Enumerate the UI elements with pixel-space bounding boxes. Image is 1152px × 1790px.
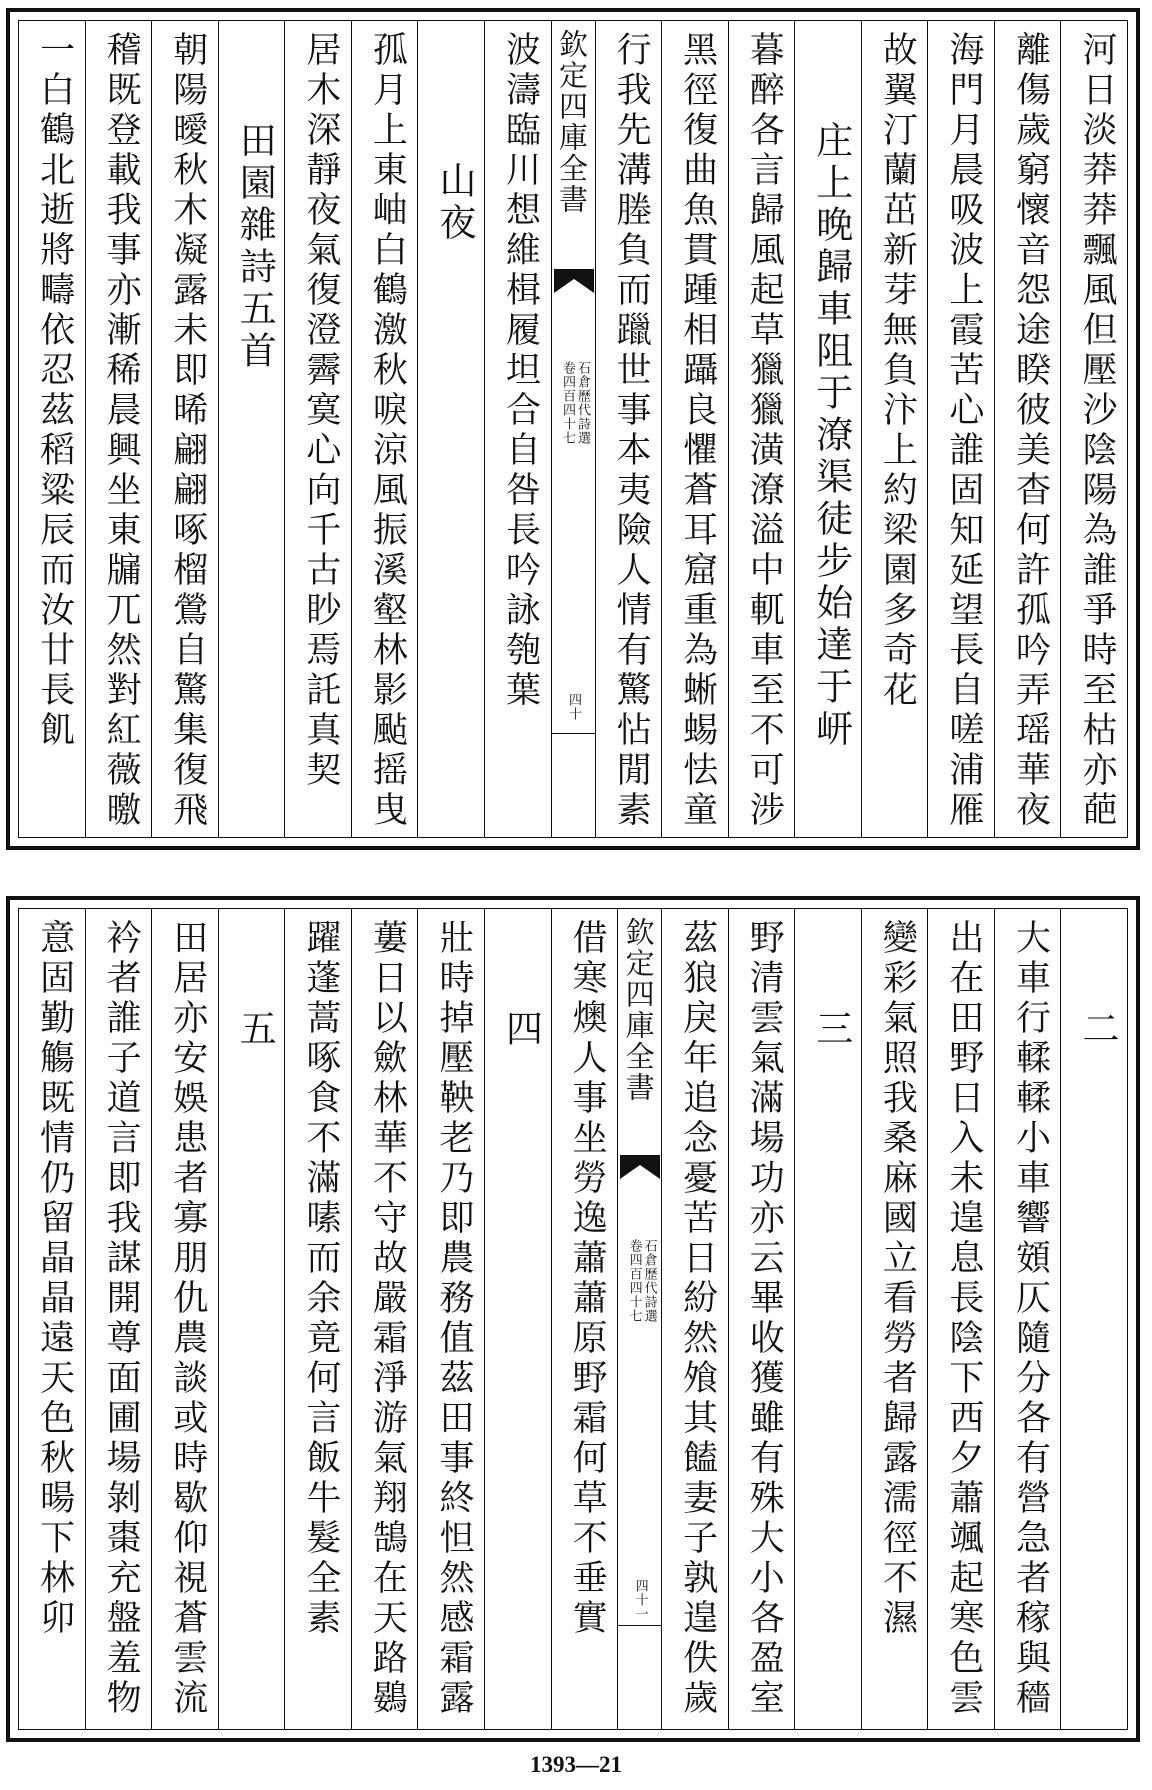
spine-collection-title: 石倉歷代詩選 — [575, 361, 590, 445]
text-column: 一白鶴北逝將疇依忍茲稻粱辰而汝廿長飢 — [34, 31, 75, 751]
fishtail-mark-icon — [620, 1155, 660, 1179]
text-column: 波濤臨川想維楫履坦合自咎長吟詠匏葉 — [484, 21, 551, 837]
text-column: 居木深靜夜氣復澄霽寞心向千古眇焉託真契 — [284, 21, 351, 837]
text-column: 茲狼戾年追念憂苦日紛然飧其饁妻子孰遑佚歲 — [661, 909, 728, 1729]
text-column: 離傷歲窮懷音怨途睽彼美杳何許孤吟弄瑶華夜 — [994, 21, 1061, 837]
bottom-page-frame — [18, 908, 1128, 1730]
text-column: 故翼汀蘭茁新芽無負汴上約梁園多奇花 — [861, 21, 928, 837]
fishtail-mark-icon — [554, 269, 594, 293]
text-column: 意固勤觴既情仍留晶晶遠天色秋暘下林卯 — [34, 919, 75, 1639]
text-column: 田居亦安娛患者寡朋仇農談或時歇仰視蒼雲流 — [151, 909, 218, 1729]
spine-title: 欽定四庫全書 — [555, 29, 589, 215]
text-column: 變彩氣照我桑麻國立看勞者歸露濡徑不濕 — [861, 909, 928, 1729]
spine-page-number: 四十一 — [632, 1579, 648, 1621]
spine-subtitle — [556, 361, 590, 445]
poem-title: 田園雜詩五首 — [218, 21, 285, 837]
text-column: 躍蓬蒿啄食不滿嗉而余竟何言飯牛髮全素 — [284, 909, 351, 1729]
page-footer-number: 1393—21 — [530, 1752, 622, 1777]
spine-page-number: 四十 — [566, 693, 581, 721]
poem-section-number: 三 — [794, 909, 861, 1729]
poem-section-number: 五 — [218, 909, 285, 1729]
page-spine — [617, 909, 661, 1729]
spine-subtitle — [623, 1239, 657, 1323]
top-page — [6, 8, 1140, 850]
poem-section-number: 四 — [484, 909, 551, 1729]
bottom-page-columns — [19, 909, 1127, 1729]
text-column: 衿者誰子道言即我謀開尊面圃場剝棗充盤羞物 — [85, 909, 152, 1729]
text-column: 蔞日以歛林華不守故嚴霜淨游氣翔鵠在天路鷃 — [351, 909, 418, 1729]
poem-title: 山夜 — [417, 21, 484, 837]
spine-collection-title: 石倉歷代詩選 — [641, 1239, 657, 1323]
text-column: 行我先溝塍負而躐世事本夷險人情有驚怗閒素 — [595, 21, 662, 837]
text-column: 大車行輮輮小車響頞仄隨分各有營急者稼與穡 — [994, 909, 1061, 1729]
bottom-page — [6, 896, 1140, 1742]
spine-volume: 卷四百四十七 — [560, 361, 575, 445]
text-column: 稽既登載我事亦漸稀晨興坐東牖兀然對紅薇曒 — [85, 21, 152, 837]
top-page-frame — [18, 20, 1128, 838]
text-column: 借寒燠人事坐勞逸蕭蕭原野霜何草不垂實 — [551, 909, 618, 1729]
text-column: 海門月晨吸波上霞苦心誰固知延望長自嗟浦雁 — [927, 21, 994, 837]
text-column: 孤月上東岫白鶴激秋唳涼風振溪壑林影颭摇曳 — [351, 21, 418, 837]
spine-volume: 卷四百四十七 — [626, 1239, 642, 1323]
poem-title: 庄上晚歸車阻于潦渠徒步始達于岍 — [794, 21, 861, 837]
spine-title: 欽定四庫全書 — [621, 917, 656, 1103]
text-column: 朝陽曖秋木凝露未即晞翩翩啄榴鶯自驚集復飛 — [151, 21, 218, 837]
text-column: 野清雲氣滿場功亦云畢收獲雖有殊大小各盈室 — [728, 909, 795, 1729]
spine-rule — [552, 733, 595, 734]
poem-section-number: 二 — [1060, 909, 1127, 1729]
spine-rule — [618, 1625, 661, 1626]
page-spine — [551, 21, 595, 837]
text-column: 出在田野日入未遑息長陰下西夕蕭颯起寒色雲 — [927, 909, 994, 1729]
text-column: 暮醉各言歸風起草獵獵潢潦溢中軏車至不可涉 — [728, 21, 795, 837]
top-page-columns — [19, 21, 1127, 837]
text-column: 黑徑復曲魚貫踵相躡良懼蒼耳窟重為蜥蜴怯童 — [661, 21, 728, 837]
text-column: 河日淡莽莽飄風但壓沙陰陽為誰爭時至枯亦葩 — [1060, 21, 1127, 837]
text-column: 壯時掉壓鞅老乃即農務值茲田事終怛然感霜露 — [417, 909, 484, 1729]
